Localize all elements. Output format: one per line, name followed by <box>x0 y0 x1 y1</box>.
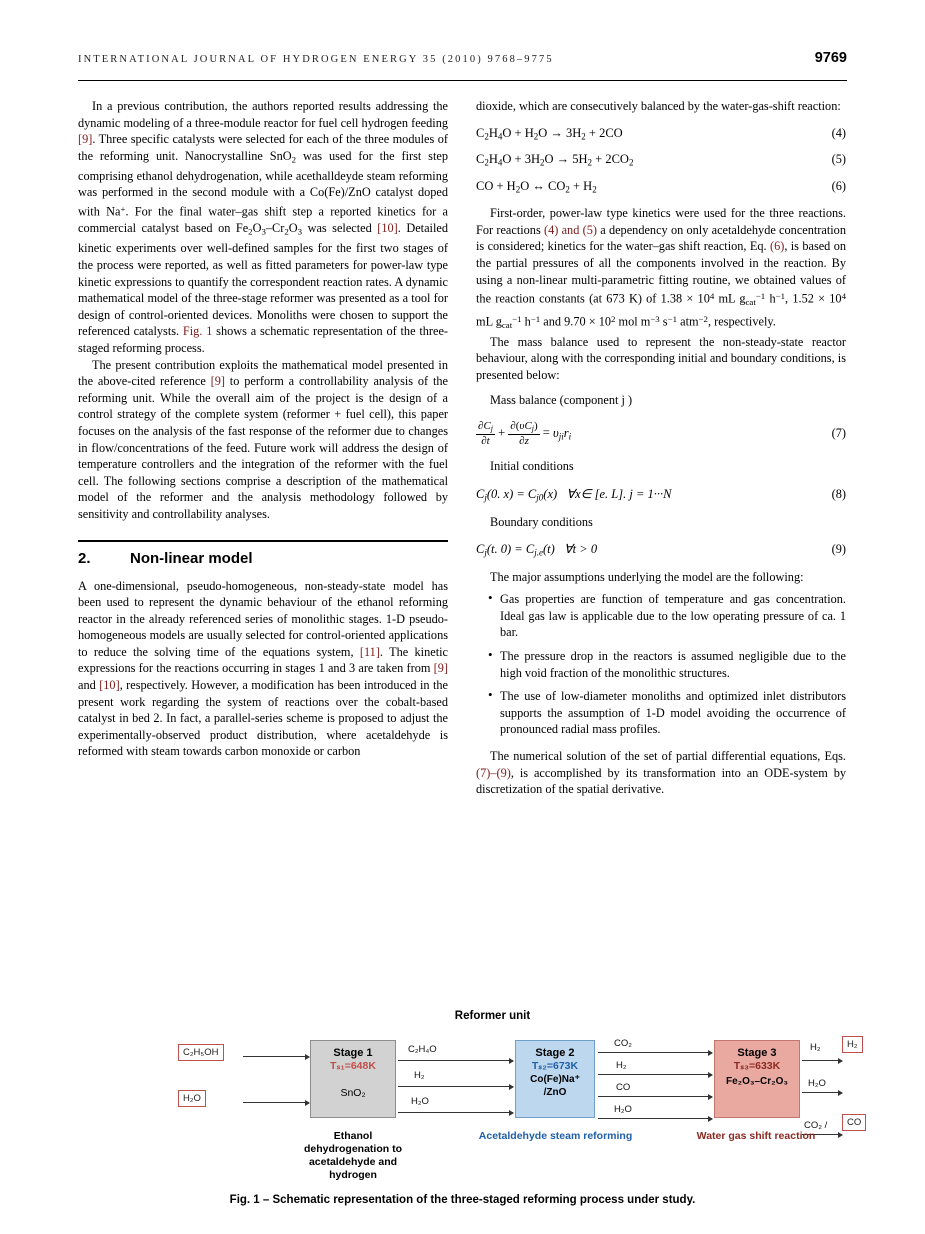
text-run: , 1.52 × 10 <box>785 291 842 306</box>
stage-1-catalyst: SnO₂ <box>340 1087 366 1099</box>
body-columns <box>78 98 847 798</box>
text-run: mL g <box>714 291 746 306</box>
arrow-ethanol-to-stage1 <box>243 1056 309 1057</box>
text-run: was used for the first step comprising ethanol dehydrogenation, while acethalldeyde steam reforming was performed in the second module with a Co(Fe)/ZnO catalyst doped with Na <box>78 148 448 219</box>
subscript: 2 <box>248 226 253 237</box>
text-run: In a previous contribution, the authors reported results addressing the dynamic modeling of a three-module reactor for fuel cell hydrogen feeding <box>78 99 448 130</box>
paragraph-assumptions-intro: The major assumptions underlying the model are the following: <box>490 569 804 584</box>
superscript: −3 <box>650 313 660 324</box>
label-mass-balance: Mass balance (component j ) <box>490 393 633 408</box>
stream-label-co: CO <box>616 1082 631 1093</box>
text-run: and 9.70 × 10 <box>540 314 612 329</box>
equation-7 <box>476 420 846 447</box>
superscript: −1 <box>512 313 522 324</box>
equation-6-reference[interactable]: (6) <box>769 239 785 254</box>
superscript: −2 <box>698 313 708 324</box>
superscript: −1 <box>530 313 541 324</box>
left-column <box>78 98 448 798</box>
stage-1-caption: Ethanol dehydrogenation to acetaldehyde and hydrogen <box>304 1130 402 1181</box>
arrow-stage2-to-stage3-b <box>598 1074 712 1075</box>
output-label-h2o: H₂O <box>808 1078 826 1089</box>
stage-1-box <box>310 1040 396 1118</box>
equation-6-body: CO + $H_2O$ ↔ $CO_2 + H_2$ <box>476 178 597 195</box>
superscript: 4 <box>841 291 846 302</box>
journal-citation: INTERNATIONAL JOURNAL OF HYDROGEN ENERGY 35 (2010) 9768–9775 <box>78 54 554 65</box>
section-number: 2. <box>78 549 91 567</box>
text-run: , is based on the partial pressures of all the components involved in the reaction. By using a non-linear multi-parametric fitting routine, we obtained values of the reaction constants (at 673 K) of 1.38 × 10 <box>476 239 847 306</box>
equation-4-number: (4) <box>831 125 846 140</box>
text-run: . Three specific catalysts were selected for each of the three modules of the reforming unit. Nanocrystalline SnO <box>78 132 448 163</box>
equation-9-number: (9) <box>831 542 846 557</box>
stage-2-name: Stage 2 <box>535 1047 575 1059</box>
equation-8-body: $C_j(0$. $x) = C_{j0}(x)$ ∀x∈ [e. L]. j = 1···N <box>476 487 672 503</box>
stream-label-c2h4o: C₂H₄O <box>408 1044 437 1055</box>
citation-11[interactable]: [11] <box>359 644 380 659</box>
subscript: cat <box>745 297 756 308</box>
list-item: • The use of low-diameter monoliths and optimized inlet distributors supports the assumption of 1-D model avoiding the occurrence of pronounced radial mass profiles. <box>490 688 846 738</box>
figure-unit-title: Reformer unit <box>454 1010 531 1022</box>
equation-9 <box>476 541 846 558</box>
input-ethanol-label: C₂H₅OH <box>183 1047 219 1058</box>
superscript: −1 <box>667 313 678 324</box>
text-run: , is accomplished by its transformation into an ODE-system by discretization of the spatial derivative. <box>476 765 846 797</box>
figure-1-reference[interactable]: Fig. 1 <box>182 324 213 339</box>
output-label-co2: CO₂ / <box>804 1120 828 1131</box>
arrow-stage2-to-stage3-a <box>598 1052 712 1053</box>
arrow-stage1-to-stage2-c <box>398 1112 513 1113</box>
superscript: 4 <box>709 291 715 302</box>
text-run: was selected <box>302 221 378 236</box>
paragraph-mass-balance-intro: The mass balance used to represent the non-steady-state reactor behaviour, along with the corresponding initial and boundary conditions, is presented below: <box>476 334 846 382</box>
input-ethanol-box <box>178 1044 224 1061</box>
equation-8-number: (8) <box>831 487 846 502</box>
arrow-stage2-to-stage3-c <box>598 1096 712 1097</box>
text-run: First-order, power-law type kinetics were used for the three reactions. For reactions <box>476 206 846 237</box>
stream-label-h2o: H₂O <box>411 1096 429 1107</box>
figure-caption: Fig. 1 – Schematic representation of the three-staged reforming process under study. <box>229 1194 696 1206</box>
subscript: 3 <box>297 226 303 237</box>
arrow-stage1-to-stage2-b <box>398 1086 513 1087</box>
text-run: s <box>659 314 668 329</box>
citation-9[interactable]: [9] <box>433 661 448 676</box>
subscript: 3 <box>261 226 266 237</box>
text-run: shows a schematic representation of the three-staged reforming process. <box>78 324 449 355</box>
list-item: • The pressure drop in the reactors is assumed negligible due to the high void fraction of the monolithic structures. <box>490 648 846 681</box>
citation-9[interactable]: [9] <box>78 132 93 147</box>
paragraph-numerical-solution <box>476 748 846 798</box>
stage-3-box <box>714 1040 800 1118</box>
list-item: • Gas properties are function of temperature and gas concentration. Ideal gas law is applicable due to the low operating pressure of ca. 1 bar. <box>490 591 846 641</box>
subscript: 2 <box>291 154 297 165</box>
text-run: A one-dimensional, pseudo-homogeneous, non-steady-state model has been used to represent the dynamic behaviour of the ethanol reforming reactor in the already referenced series of monolithic stages. 1-D pseudo-homogeneous models are usually selected for control-oriented applications to reduce the solving time of the equations system, <box>78 578 448 659</box>
arrow-stage1-to-stage2-a <box>398 1060 513 1061</box>
paragraph-dioxide: dioxide, which are consecutively balanced by the water-gas-shift reaction: <box>476 99 841 113</box>
output-co-box <box>842 1114 866 1131</box>
right-column <box>476 98 846 798</box>
text-run: and <box>78 678 100 693</box>
text-run: . For the final water–gas shift step a reported kinetics for a commercial catalyst based on Fe <box>78 204 448 236</box>
subscript: 2 <box>284 226 289 237</box>
equation-5-number: (5) <box>831 152 846 167</box>
text-run: O <box>288 221 298 236</box>
stage-3-caption: Water gas shift reaction <box>696 1130 816 1142</box>
equation-7-body: $\frac{\partial C_j}{\partial t}$ + $\frac{\partial(\upsilon C_j)}{\partial z}$ = $\upsilon_{ji}r_i$ <box>478 420 572 448</box>
text-run: The present contribution exploits the mathematical model presented in the above-cited reference <box>78 357 448 389</box>
arrow-out-h2 <box>802 1060 842 1061</box>
text-run: . Detailed kinetic experiments over well-defined samples for the first two stages of the process were reported, as well as fitted parameters for power-law type kinetic expressions to quantify the correspondent reaction rates. A dynamic mathematical model of the three-stage reformer was presented as a tool for design of control-oriented devices. Monoliths were chosen to support the referenced catalysts. <box>78 221 448 339</box>
text-run: a dependency on only acetaldehyde concentration is considered; kinetics for the water–gas shift reaction, Eq. <box>476 222 846 254</box>
text-run: O <box>252 221 262 236</box>
stage-2-temperature: Tₛ₂=673K <box>531 1060 579 1072</box>
stage-3-name: Stage 3 <box>737 1047 777 1059</box>
output-h2-box <box>842 1036 863 1053</box>
running-head <box>78 50 847 66</box>
text-run: mol m <box>615 314 651 329</box>
stream-label-co2: CO₂ <box>614 1038 632 1049</box>
text-run: mL g <box>476 314 502 329</box>
superscript: −1 <box>775 291 786 302</box>
text-run: to perform a controllability analysis of the reforming unit. While the overall aim of the project is the design of a control strategy of the complete system (reformer + fuel cell), this paper focuses on the analysis of the fast response of the reformer due to changes in flow/concentrations of the feed. Future work will address the design of temperature controllers and the integration of the reformer with the fuel cell. The following sections comprise a description of the mathematical model of the reformer and the analysis methodology followed by sensitivity and controllability analyses. <box>78 374 449 521</box>
stage-2-caption: Acetaldehyde steam reforming <box>478 1130 633 1142</box>
stage-3-catalyst: Fe₂O₃–Cr₂O₃ <box>725 1076 789 1087</box>
citation-9[interactable]: [9] <box>210 374 225 389</box>
text-run: –Cr <box>265 221 285 236</box>
text-run: h <box>765 291 776 306</box>
equation-4 <box>476 126 846 142</box>
stage-2-catalyst-line2: /ZnO <box>543 1087 567 1098</box>
subscript: cat <box>501 320 513 331</box>
stage-1-name: Stage 1 <box>333 1047 373 1059</box>
header-rule <box>78 80 847 81</box>
equation-4-body: $C_2H_4O + H_2O \to 3H_2 + 2CO$ <box>476 125 623 142</box>
stream-label-h2o-b: H₂O <box>614 1104 632 1115</box>
equation-7-number: (7) <box>831 425 846 440</box>
input-water-box <box>178 1090 206 1107</box>
citation-10[interactable]: [10] <box>377 221 398 236</box>
figure-diagram <box>78 1030 862 1190</box>
section-heading <box>78 550 448 567</box>
stream-label-h2: H₂ <box>414 1070 425 1081</box>
paragraph-previous-contribution <box>78 98 448 357</box>
text-run: h <box>521 314 531 329</box>
text-run: , respectively. <box>707 314 776 329</box>
stage-1-temperature: Tₛ₁=648K <box>330 1060 376 1072</box>
text-run: The numerical solution of the set of partial differential equations, Eqs. <box>490 748 846 763</box>
arrow-stage2-to-stage3-d <box>598 1118 712 1119</box>
paragraph-present-contribution <box>78 357 448 523</box>
output-co-label: CO <box>847 1117 862 1128</box>
text-run: . The kinetic expressions for the reactions occurring in stages 1 and 3 are taken from <box>78 644 448 676</box>
text-run: atm <box>677 314 699 329</box>
page-number: 9769 <box>814 50 847 66</box>
equation-9-body: $C_j(t$. $0) = C_{j.e}(t)$ ∀t > 0 <box>476 542 598 558</box>
stage-2-catalyst-line1: Co(Fe)Na⁺ <box>530 1074 580 1085</box>
text-run: , respectively. However, a modification has been introduced in the present work regarding the system of reactions over the cobalt-based catalyst in bed 2. In fact, a parallel-series scheme is proposed to adjust the experimentally-observed product distribution, where acetaldehyde is reformed with steam towards carbon monoxide or carbon <box>78 678 448 759</box>
assumptions-list <box>476 591 846 738</box>
arrow-water-to-stage1 <box>243 1102 309 1103</box>
section-rule <box>78 540 448 542</box>
figure-1 <box>78 1010 862 1206</box>
equation-5-body: $C_2H_4O + 3H_2O \to 5H_2 + 2CO_2$ <box>476 152 634 168</box>
stage-2-box <box>515 1040 595 1118</box>
citation-10[interactable]: [10] <box>99 678 120 693</box>
stream-label-h2-b: H₂ <box>616 1060 627 1071</box>
superscript: −1 <box>755 291 766 302</box>
arrow-out-h2o <box>802 1092 842 1093</box>
stage-3-temperature: Tₛ₃=633K <box>733 1060 781 1072</box>
equation-5 <box>476 152 846 168</box>
output-h2-label: H₂ <box>847 1039 858 1050</box>
equation-6 <box>476 179 846 195</box>
equation-8 <box>476 486 846 503</box>
output-label-h2: H₂ <box>810 1042 821 1053</box>
equation-6-number: (6) <box>831 178 846 193</box>
label-boundary-conditions: Boundary conditions <box>490 514 593 529</box>
paragraph-kinetics <box>476 205 846 334</box>
input-water-label: H₂O <box>183 1093 201 1104</box>
equation-45-reference[interactable]: (4) and (5) <box>544 222 597 237</box>
fraction-dcj-dt: $\frac{\partial C_j}{\partial t}$ <box>478 420 493 448</box>
superscript: 2 <box>611 313 616 324</box>
section-title: Non-linear model <box>130 549 253 567</box>
equation-79-reference[interactable]: (7)–(9) <box>476 765 511 780</box>
fraction-duc-dz: $\frac{\partial(\upsilon C_j)}{\partial z}$ <box>510 420 538 448</box>
paragraph-model-description <box>78 578 448 761</box>
label-initial-conditions: Initial conditions <box>490 459 574 474</box>
superscript: + <box>120 204 126 215</box>
